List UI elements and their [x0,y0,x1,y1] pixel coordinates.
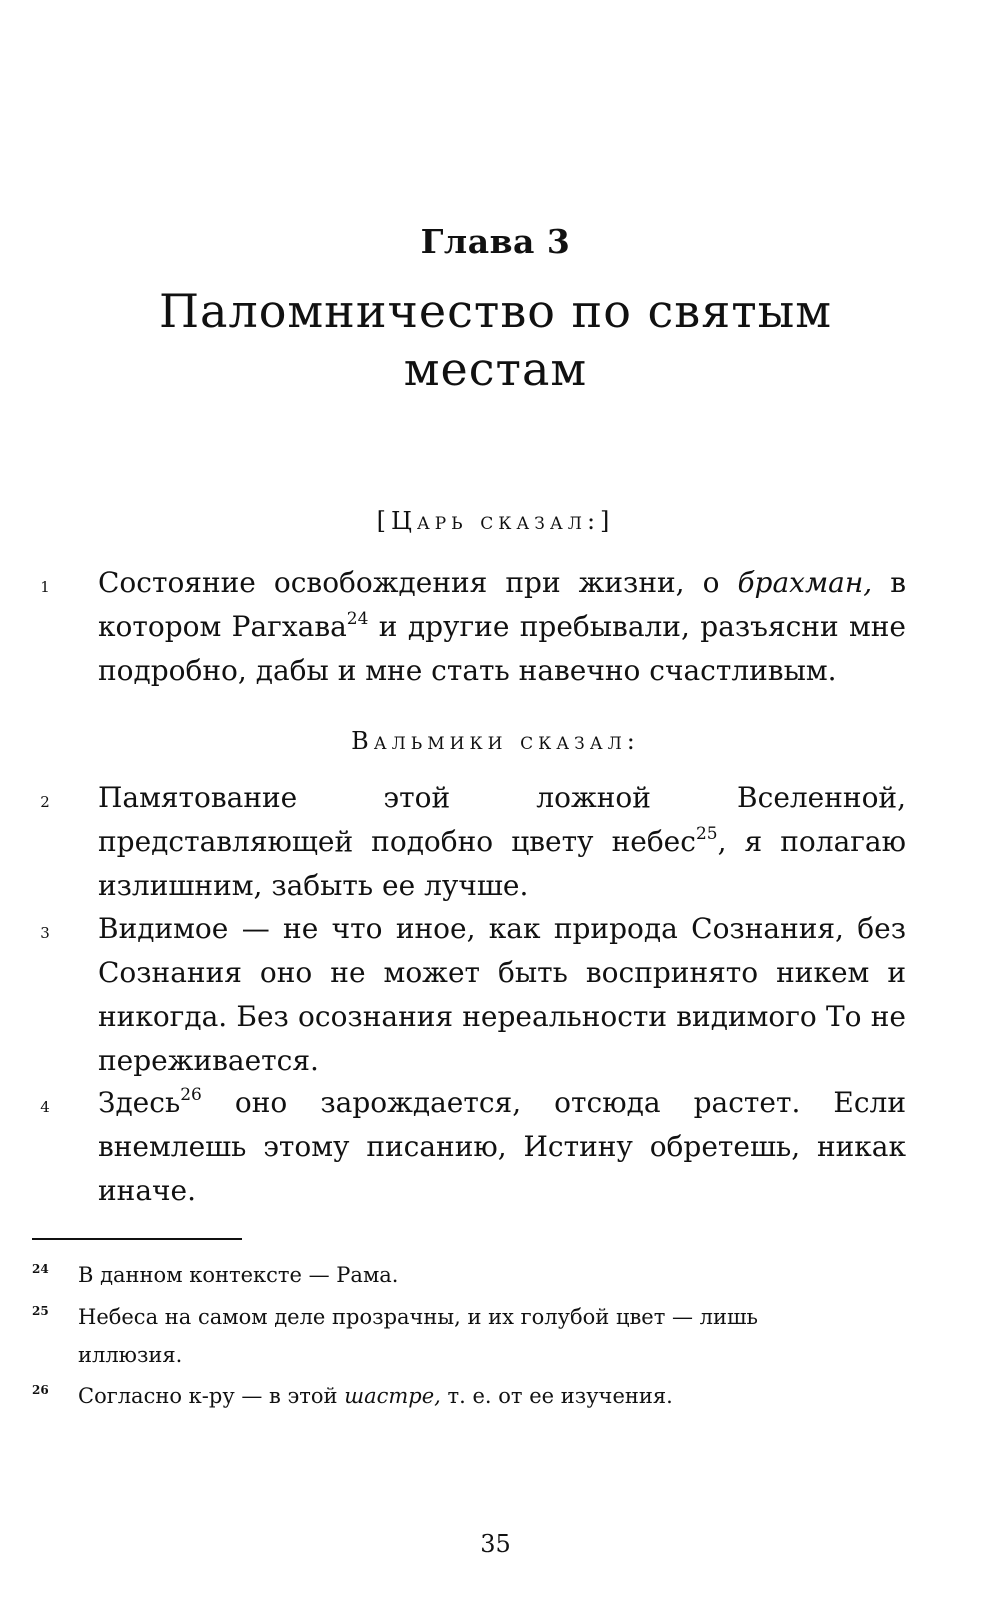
verse-number: 4 [40,1098,50,1116]
footnote-text: В данном контексте — Рама. [78,1263,399,1287]
footnote-ref: 24 [346,609,369,629]
footnote-number: 26 [32,1383,49,1397]
term-italic: шастре, [344,1384,441,1408]
footnote-divider [32,1238,242,1240]
footnote-ref: 25 [695,824,718,844]
page-number: 35 [480,1530,511,1558]
term-italic: брахман, [737,566,873,599]
verse-text: Здесь$^{26}$ оно зарождается, отсюда растет. Если внемлешь этому писанию, Истину обретешь, никак иначе. [98,1085,906,1207]
footnote-number: 24 [32,1262,49,1276]
footnote-ref: 26 [180,1085,202,1105]
speaker-heading-king: [Царь сказал:] [376,507,615,535]
verse-number: 3 [40,924,50,942]
verse-text: Состояние освобождения при жизни, о брахман, в котором Рагхава$^{24}$ и другие пребывали, разъясни мне подробно, дабы и мне стать навечно счастливым. [98,566,907,687]
footnote-text: Небеса на самом деле прозрачны, и их голубой цвет — лишь иллюзия. [78,1305,758,1367]
speaker-heading-valmiki: Вальмики сказал: [351,727,640,755]
chapter-number: Глава 3 [420,222,571,261]
verse-number: 2 [40,793,50,811]
chapter-title: Паломничество по святым местам [158,284,833,396]
verse-text: Памятование этой ложной Вселенной, представляющей подобно цвету небес$^{25}$, я полагаю излишним, забыть ее лучше. [98,781,906,902]
footnote-text: Согласно к-ру — в этой шастре, т. е. от ее изучения. [78,1384,673,1408]
footnote-number: 25 [32,1304,49,1318]
verse-number: 1 [40,578,50,596]
verse-text: Видимое — не что иное, как природа Сознания, без Сознания оно не может быть воспринято никем и никогда. Без осознания нереальности видимого То не переживается. [98,912,906,1077]
